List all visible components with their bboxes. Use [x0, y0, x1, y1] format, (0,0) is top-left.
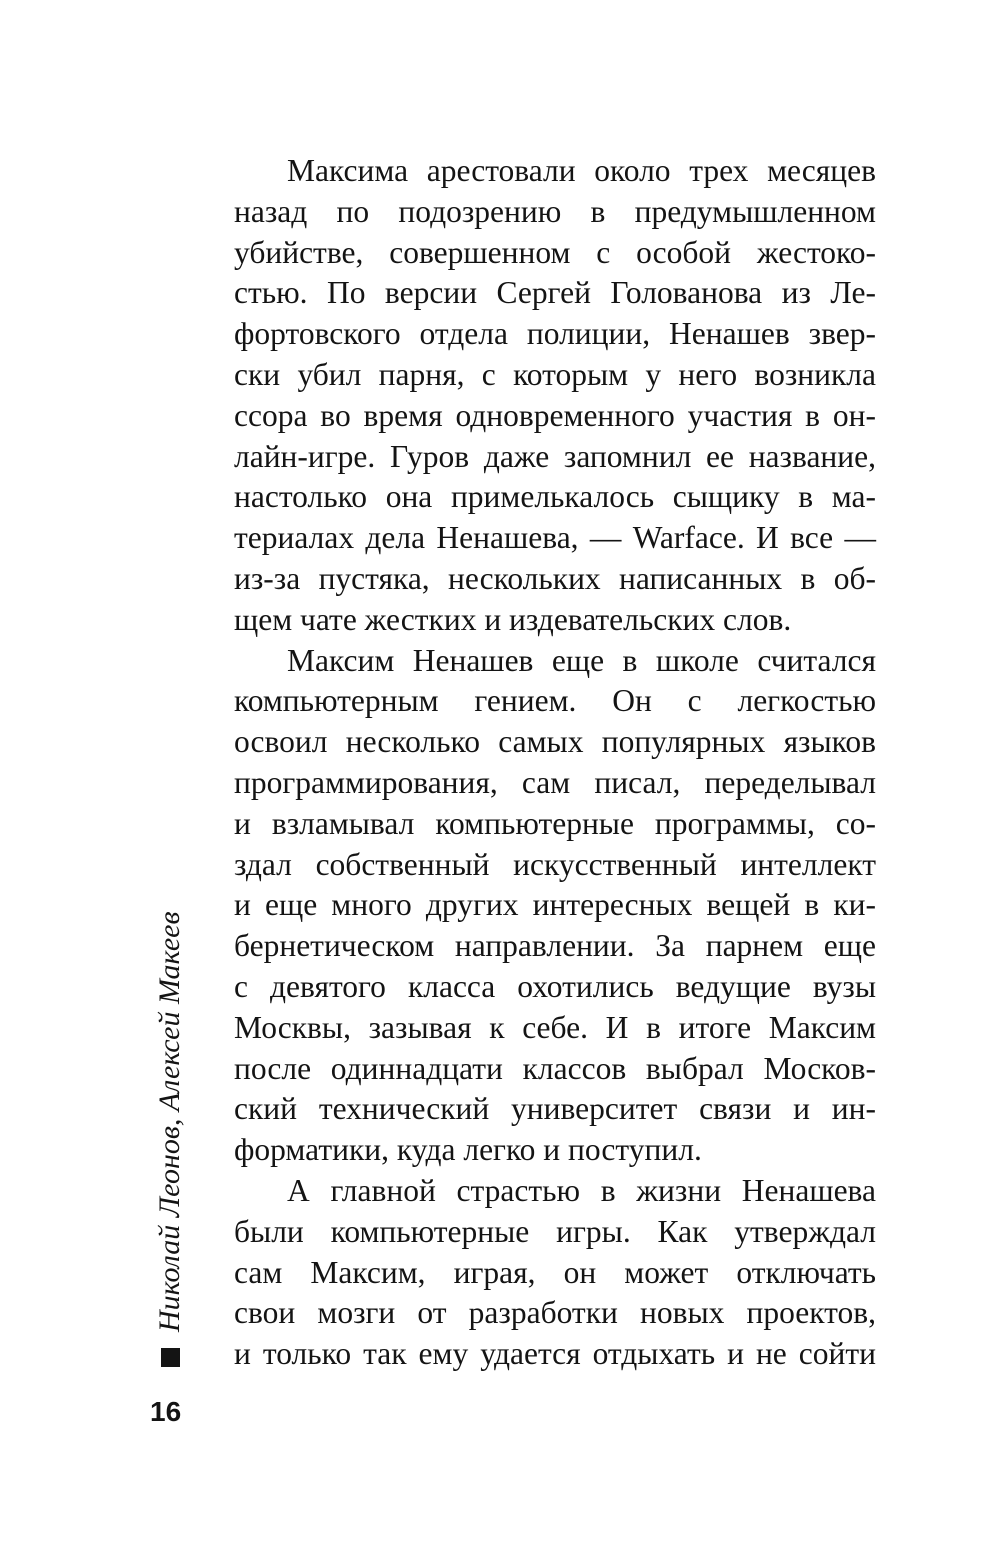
page-body-text	[234, 151, 876, 1375]
text-line: бернетическом направлении. За парнем еще	[234, 928, 876, 964]
text-line: программирования, сам писал, переделывал	[234, 764, 876, 800]
text-line: стью. По версии Сергей Голованова из Ле-	[234, 275, 876, 311]
text-line: Максима арестовали около трех месяцев	[287, 153, 876, 188]
text-line: фортовского отдела полиции, Ненашев звер-	[234, 316, 876, 352]
paragraph	[234, 1171, 876, 1375]
text-line: из-за пустяка, нескольких написанных в об-	[234, 560, 876, 596]
text-line: и еще много других интересных вещей в ки-	[234, 887, 876, 923]
text-line: убийстве, совершенном с особой жестоко-	[234, 234, 876, 270]
text-line: были компьютерные игры. Как утверждал	[234, 1213, 876, 1249]
text-line: териалах дела Ненашева, — Warface. И все —	[234, 520, 876, 556]
running-header-text: Николай Леонов, Алексей Макеев	[153, 911, 186, 1332]
text-line: ссора во время одновременного участия в он-	[234, 397, 876, 433]
text-line: сам Максим, играя, он может отключать	[234, 1254, 876, 1290]
text-line: с девятого класса охотились ведущие вузы	[234, 968, 876, 1004]
text-line: настолько она примелькалось сыщику в ма-	[234, 479, 876, 515]
square-marker-icon	[161, 1348, 180, 1367]
text-line: свои мозги от разработки новых проектов,	[234, 1295, 876, 1331]
text-line: назад по подозрению в предумышленном	[234, 193, 876, 229]
text-line: Максим Ненашев еще в школе считался	[287, 642, 876, 678]
paragraph	[234, 641, 876, 1171]
text-line: форматики, куда легко и поступил.	[234, 1132, 702, 1168]
text-line: ский технический университет связи и ин-	[234, 1091, 876, 1127]
text-line: щем чате жестких и издевательских слов.	[234, 601, 792, 637]
text-line: и только так ему удается отдыхать и не сойти	[234, 1336, 876, 1372]
paragraph	[234, 151, 876, 641]
text-line: здал собственный искусственный интеллект	[234, 846, 876, 882]
text-line: компьютерным гением. Он с легкостью	[234, 683, 876, 719]
running-header	[150, 911, 190, 1332]
text-line: Москвы, зазывая к себе. И в итоге Максим	[234, 1009, 876, 1045]
text-line: ски убил парня, с которым у него возникла	[234, 356, 876, 392]
text-line: А главной страстью в жизни Ненашева	[287, 1172, 876, 1208]
page-number: 16	[150, 1396, 182, 1427]
text-line: после одиннадцати классов выбрал Москов-	[234, 1050, 876, 1086]
text-line: и взламывал компьютерные программы, со-	[234, 805, 876, 841]
text-line: лайн-игре. Гуров даже запомнил ее название,	[234, 438, 876, 474]
text-line: освоил несколько самых популярных языков	[234, 724, 876, 760]
